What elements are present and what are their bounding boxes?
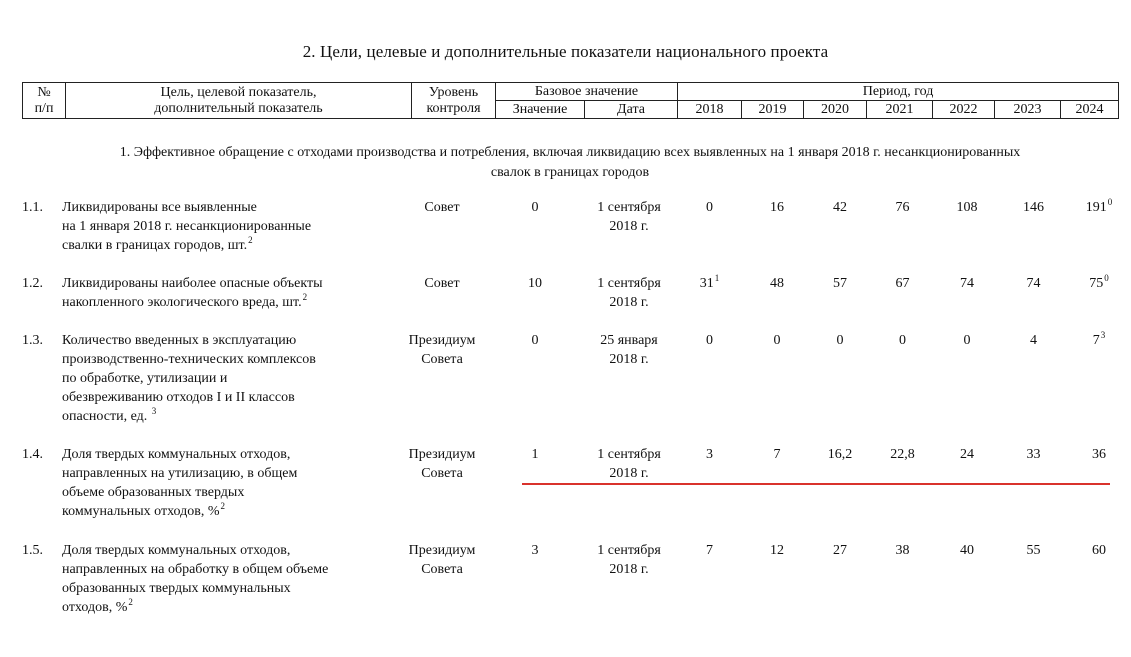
row-year-value: 36 (1092, 447, 1106, 462)
table-row (22, 331, 1131, 445)
row-year-value: 0 (706, 200, 713, 215)
row-name-line (62, 236, 398, 256)
row-base-value: 0 (531, 333, 539, 348)
header-num-line1: № (37, 84, 51, 100)
row-level (398, 198, 486, 274)
row-level-line: Президиум (408, 543, 476, 558)
row-date-line: 2018 г. (609, 352, 649, 367)
row-name-line: Ликвидированы наиболее опасные объекты (62, 276, 323, 291)
row-number: 1.3. (22, 333, 43, 348)
table-row (22, 198, 1131, 274)
row-year-value: 57 (833, 276, 847, 291)
row-level (398, 445, 486, 541)
row-year-value: 27 (833, 543, 847, 558)
header-level-line1: Уровень (428, 84, 479, 100)
row-year-value: 48 (770, 276, 784, 291)
row-name-line: на 1 января 2018 г. несанкционированные (62, 219, 312, 234)
row-date-line: 2018 г. (609, 295, 649, 310)
row-level-line: Совета (421, 466, 463, 481)
row-year-value: 7 (773, 447, 781, 462)
row-base-value: 0 (531, 200, 539, 215)
row-level (398, 331, 486, 445)
row-year-value: 0 (963, 333, 971, 348)
row-name-text: свалки в границах городов, шт. (62, 238, 248, 253)
row-date-line: 1 сентября (597, 200, 661, 215)
row-level-line: Президиум (408, 447, 476, 462)
table-header (22, 82, 1119, 119)
indicators-table (22, 198, 1131, 621)
row-year-value: 22,8 (890, 447, 915, 462)
header-goal-line1: Цель, целевой показатель, (160, 84, 317, 100)
row-year-value: 146 (1023, 200, 1044, 215)
row-name-line: производственно-технических комплексов (62, 352, 316, 367)
row-year-value: 60 (1092, 543, 1106, 558)
row-year-value: 74 (960, 276, 974, 291)
row-base-date (584, 541, 674, 621)
footnote-mark: 0 (1104, 273, 1109, 283)
header-period: Период, год (678, 83, 1118, 101)
row-level-line: Президиум (408, 333, 476, 348)
row-name-line: Количество введенных в эксплуатацию (62, 333, 297, 348)
header-year: 2019 (742, 101, 804, 118)
row-base-value: 3 (531, 543, 539, 558)
row-year-value: 16 (770, 200, 784, 215)
row-name-line (62, 293, 398, 313)
row-number: 1.2. (22, 276, 43, 291)
row-year-value: 40 (960, 543, 974, 558)
header-base: Базовое значение (496, 83, 677, 101)
row-level (398, 541, 486, 621)
header-year: 2023 (995, 101, 1061, 118)
row-number: 1.1. (22, 200, 43, 215)
row-name-line (62, 502, 398, 522)
row-level (398, 274, 486, 331)
row-base-date (584, 198, 674, 274)
row-base-date (584, 274, 674, 331)
row-date-line: 1 сентября (597, 447, 661, 462)
header-year: 2021 (867, 101, 933, 118)
row-number: 1.4. (22, 447, 43, 462)
header-base-date: Дата (617, 102, 645, 117)
row-year-text: 191 (1085, 200, 1107, 215)
footnote-mark: 0 (1107, 197, 1113, 207)
row-year-value: 42 (833, 200, 847, 215)
row-base-date (584, 445, 674, 541)
row-year-text: 31 (699, 276, 714, 291)
table-row (22, 445, 1131, 541)
row-year-value (674, 274, 745, 331)
row-name-line: Доля твердых коммунальных отходов, (62, 543, 291, 558)
section-heading (22, 143, 1118, 183)
row-name-line: образованных твердых коммунальных (62, 581, 291, 596)
header-year: 2018 (678, 101, 742, 118)
row-date-line: 1 сентября (597, 543, 661, 558)
header-num (23, 83, 66, 119)
row-name-line (62, 598, 398, 618)
footnote-mark: 3 (1100, 330, 1106, 340)
row-year-value: 67 (895, 276, 910, 291)
row-name (60, 331, 398, 445)
row-year-text: 75 (1089, 276, 1104, 291)
footnote-mark: 2 (128, 597, 133, 607)
row-number: 1.5. (22, 543, 43, 558)
row-name-text: коммунальных отходов, % (62, 504, 220, 519)
row-year-value (1067, 331, 1131, 445)
section-heading-line2: свалок в границах городов (490, 165, 650, 180)
row-name-line: объеме образованных твердых (62, 485, 245, 500)
row-name-line: направленных на утилизацию, в общем (62, 466, 298, 481)
row-year-value (1067, 274, 1131, 331)
row-name-line (62, 407, 398, 427)
row-level-line: Совет (424, 200, 460, 215)
row-level-line: Совет (424, 276, 460, 291)
row-base-value: 1 (531, 447, 539, 462)
row-base-value: 10 (528, 276, 542, 291)
footnote-mark: 2 (220, 501, 226, 511)
table-row (22, 274, 1131, 331)
header-base-group (496, 83, 678, 119)
row-base-date (584, 331, 674, 445)
page-title: 2. Цели, целевые и дополнительные показатели национального проекта (302, 42, 829, 61)
header-goal-line2: дополнительный показатель (154, 100, 323, 116)
row-year-value: 0 (899, 333, 906, 348)
footnote-mark: 2 (248, 235, 253, 245)
row-level-line: Совета (421, 352, 463, 367)
row-year-value (1067, 198, 1131, 274)
section-heading-line1: 1. Эффективное обращение с отходами производства и потребления, включая ликвидацию всех выявленных на 1 января 2018 г. несанкционированных (119, 145, 1021, 160)
row-name-line: по обработке, утилизации и (62, 371, 228, 386)
header-num-line2: п/п (34, 100, 54, 116)
row-year-value: 4 (1030, 333, 1037, 348)
footnote-mark: 1 (714, 273, 720, 283)
row-name-line: обезвреживанию отходов I и II классов (62, 390, 295, 405)
header-level (412, 83, 496, 119)
row-name (60, 541, 398, 621)
row-date-line: 2018 г. (609, 562, 649, 577)
row-name-text: накопленного экологического вреда, шт. (62, 295, 302, 310)
row-year-value: 74 (1026, 276, 1041, 291)
row-name (60, 445, 398, 541)
header-year: 2022 (933, 101, 995, 118)
header-period-group (678, 83, 1119, 119)
row-name-line: Доля твердых коммунальных отходов, (62, 447, 291, 462)
row-year-value: 33 (1026, 447, 1041, 462)
row-name (60, 198, 398, 274)
row-date-line: 2018 г. (609, 219, 649, 234)
row-year-value: 0 (706, 333, 713, 348)
highlight-underline (522, 483, 1110, 485)
row-name (60, 274, 398, 331)
row-year-value: 3 (706, 447, 713, 462)
header-year: 2020 (804, 101, 867, 118)
footnote-mark: 3 (151, 406, 157, 416)
row-year-text: 7 (1092, 333, 1100, 348)
row-year-value: 12 (770, 543, 784, 558)
row-year-value: 7 (706, 543, 713, 558)
row-year-value: 38 (895, 543, 910, 558)
row-name-text: опасности, ед. (62, 409, 151, 424)
row-year-value: 0 (773, 333, 781, 348)
footnote-mark: 2 (302, 292, 308, 302)
row-year-value: 108 (956, 200, 978, 215)
header-year: 2024 (1075, 102, 1104, 117)
row-year-value: 0 (836, 333, 844, 348)
row-name-line: направленных на обработку в общем объеме (62, 562, 329, 577)
row-year-value: 76 (895, 200, 910, 215)
row-date-line: 25 января (600, 333, 658, 348)
header-goal (66, 83, 412, 119)
row-name-line: Ликвидированы все выявленные (62, 200, 257, 215)
header-base-value: Значение (496, 101, 585, 118)
row-date-line: 2018 г. (609, 466, 649, 481)
row-year-value: 55 (1026, 543, 1041, 558)
row-date-line: 1 сентября (597, 276, 661, 291)
row-name-text: отходов, % (62, 600, 128, 615)
table-row (22, 541, 1131, 621)
row-year-value: 24 (960, 447, 974, 462)
row-year-value: 16,2 (827, 447, 853, 462)
row-level-line: Совета (421, 562, 463, 577)
header-level-line2: контроля (426, 100, 481, 116)
